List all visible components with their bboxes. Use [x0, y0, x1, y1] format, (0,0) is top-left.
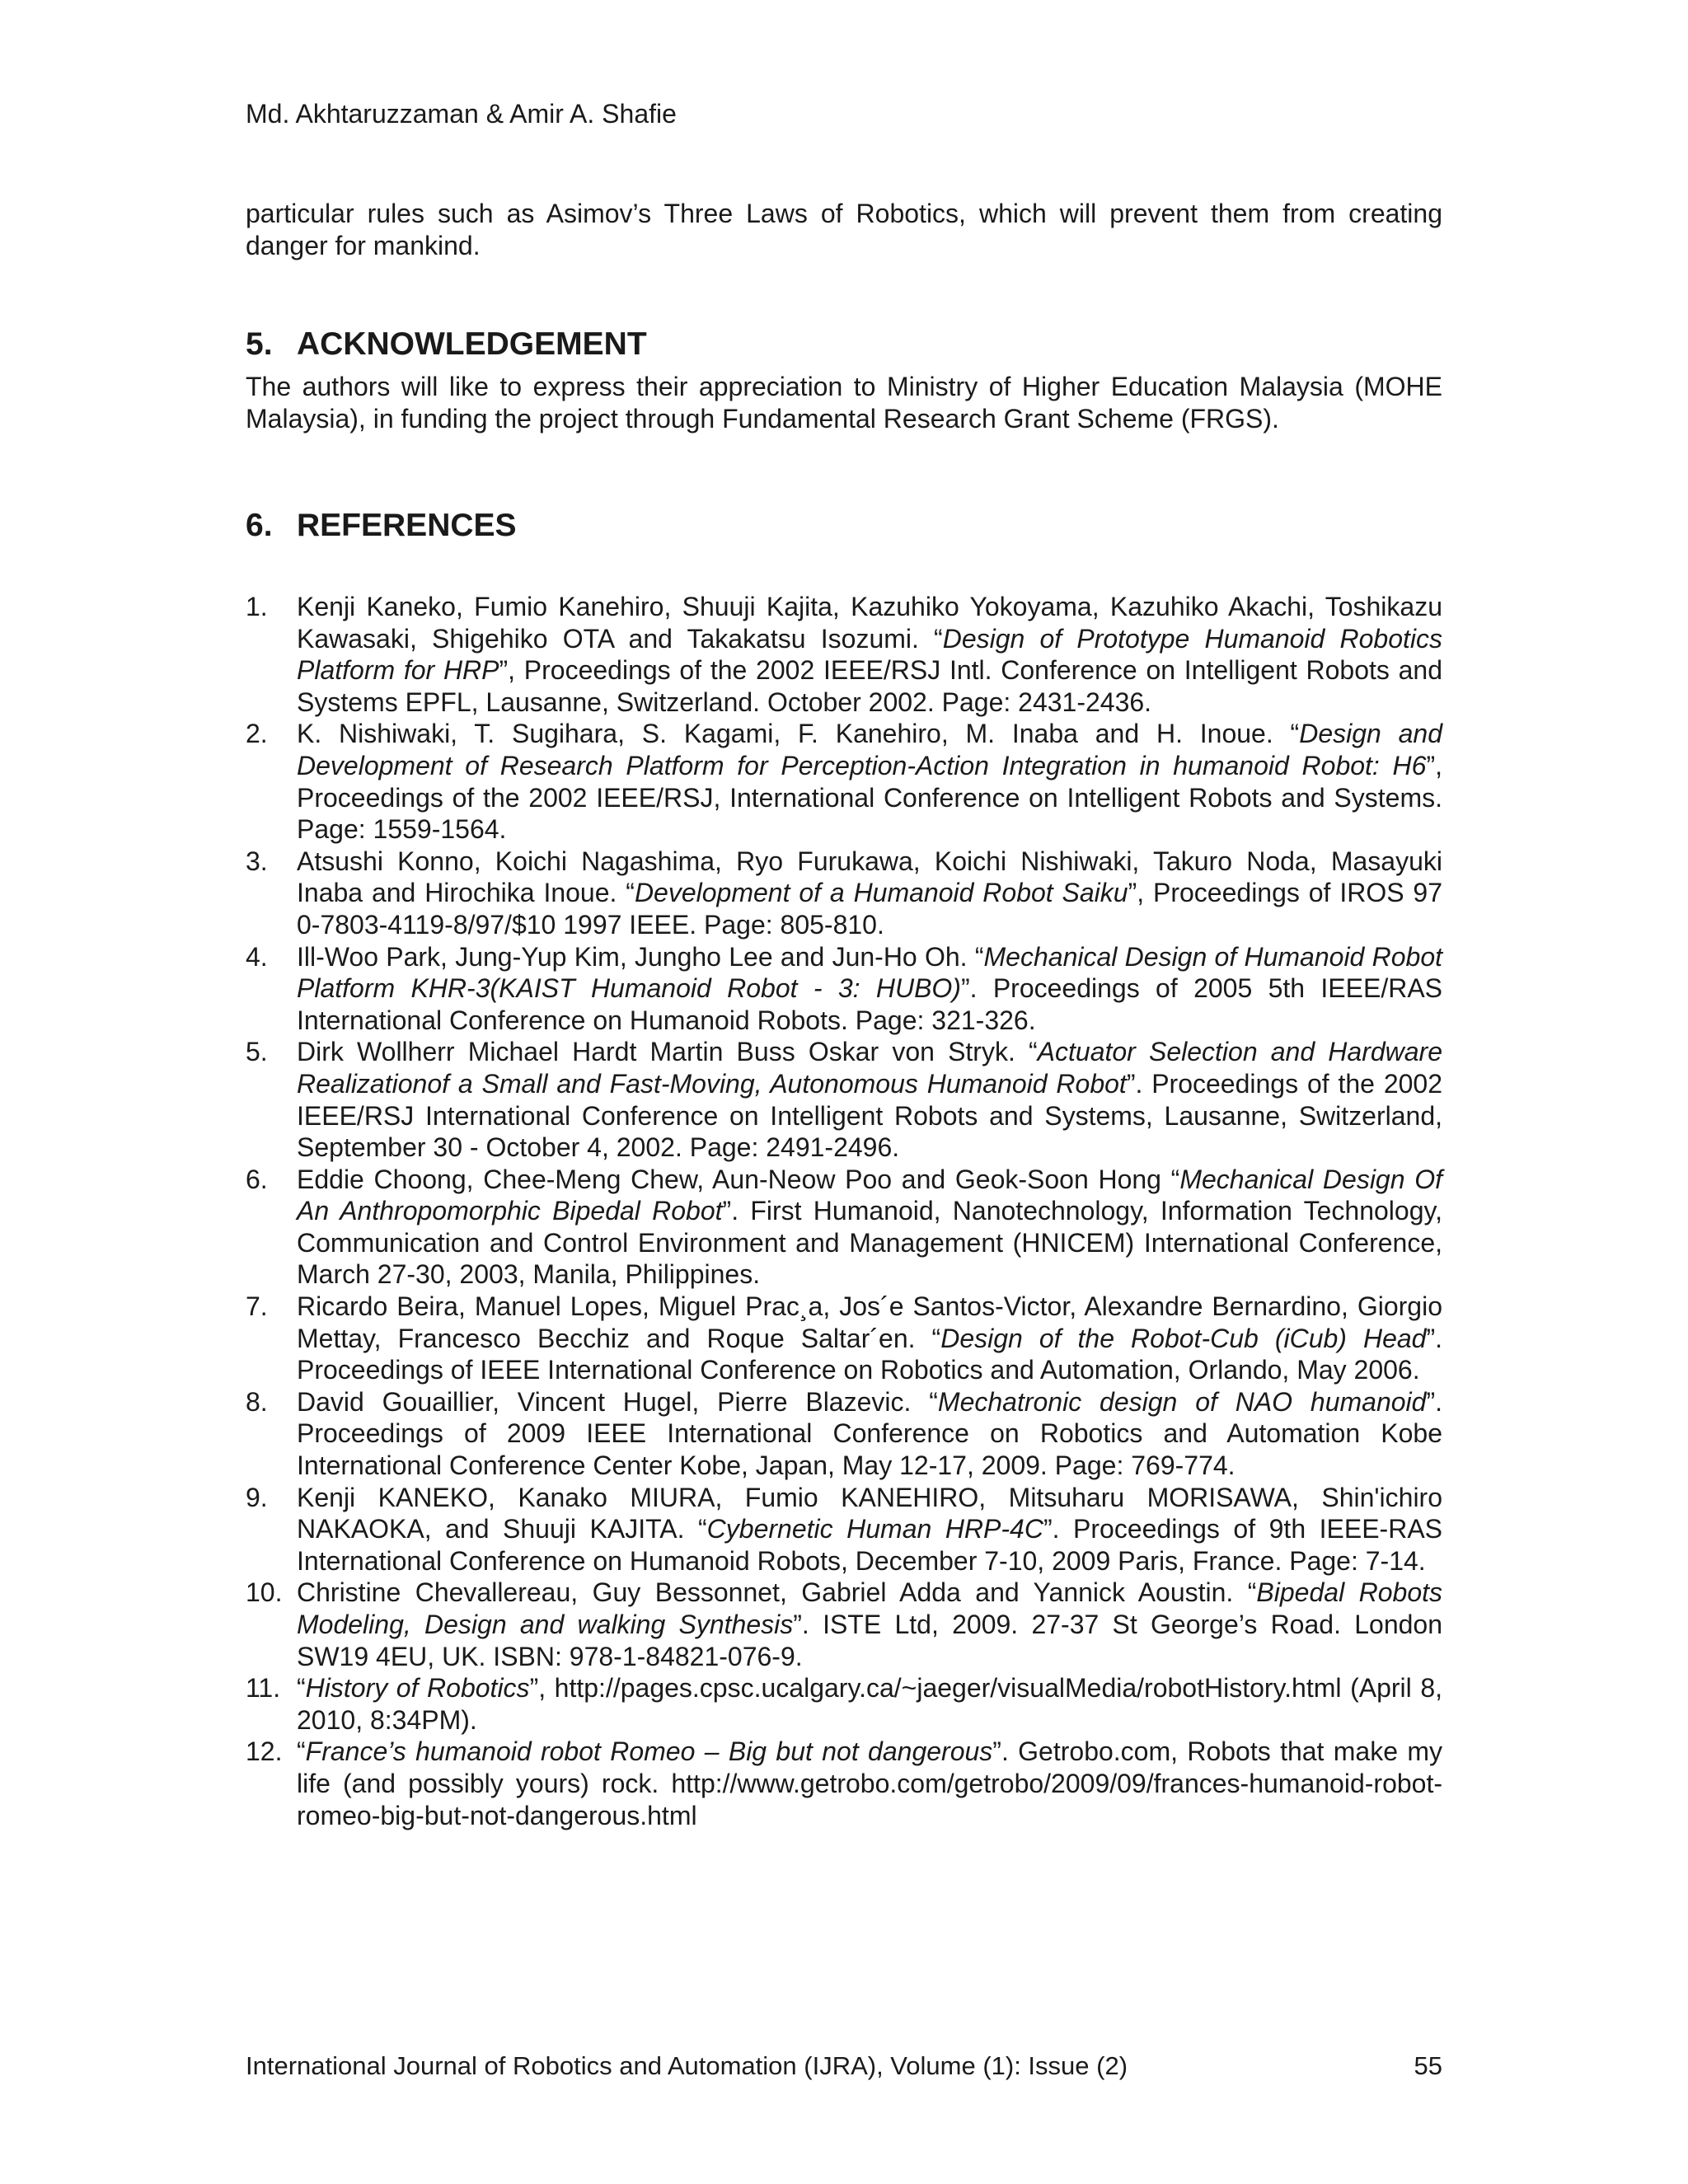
reference-authors: David Gouaillier, Vincent Hugel, Pierre Blazevic. “ [297, 1386, 938, 1417]
reference-title: Actuator Selection and Hardware Realizationof a Small and Fast-Moving, Autonomous Humanoid Robot [297, 1037, 1443, 1099]
reference-source: ”. Proceedings of 2009 IEEE International Conference on Robotics and Automation Kobe International Conference Center Kobe, Japan, May 12-17, 2009. Page: 769-774. [297, 1386, 1443, 1481]
reference-text [297, 1577, 1442, 1672]
reference-item [246, 1482, 1442, 1577]
reference-title: Mechanical Design of Humanoid Robot Platform KHR-3(KAIST Humanoid Robot - 3: HUBO) [297, 941, 1443, 1004]
references-heading-text: REFERENCES [297, 508, 517, 543]
reference-authors: Dirk Wollherr Michael Hardt Martin Buss Oskar von Stryk. “ [297, 1037, 1038, 1067]
reference-item [246, 1672, 1442, 1736]
reference-item [246, 1291, 1442, 1386]
reference-source: ”. ISTE Ltd, 2009. 27-37 St George’s Road. London SW19 4EU, UK. ISBN: 978-1-84821-076-9. [297, 1610, 1443, 1671]
references-section-number: 6. [246, 508, 273, 543]
running-head-authors: Md. Akhtaruzzaman & Amir A. Shafie [246, 99, 677, 129]
references-heading [246, 507, 517, 545]
reference-number: 7. [246, 1291, 268, 1322]
reference-item [246, 1164, 1442, 1291]
reference-authors: Kenji KANEKO, Kanako MIURA, Fumio KANEHIRO, Mitsuharu MORISAWA, Shin'ichiro NAKAOKA, and Shuuji KAJITA. “ [297, 1482, 1442, 1544]
reference-item [246, 941, 1442, 1037]
reference-title: Design of the Robot-Cub (iCub) Head [940, 1323, 1427, 1353]
footer-journal-name: International Journal of Robotics and Automation (IJRA), Volume (1): Issue (2) [246, 2051, 1128, 2080]
page-footer [246, 2050, 1442, 2083]
acknowledgement-section-number: 5. [246, 326, 273, 362]
reference-text [297, 1386, 1442, 1482]
reference-title: History of Robotics [305, 1673, 530, 1704]
reference-number: 1. [246, 592, 268, 621]
reference-item [246, 1577, 1442, 1672]
reference-authors: Ricardo Beira, Manuel Lopes, Miguel Prac¸a, Jos´e Santos-Victor, Alexandre Bernardino, Giorgio Mettay, Francesco Becchiz and Roque Saltar´en. “ [297, 1291, 1442, 1353]
reference-item [246, 1386, 1442, 1482]
reference-authors: Kenji Kaneko, Fumio Kanehiro, Shuuji Kajita, Kazuhiko Yokoyama, Kazuhiko Akachi, Toshikazu Kawasaki, Shigehiko OTA and Takakatsu Isozumi. “ [297, 592, 1442, 654]
reference-text [297, 1736, 1442, 1831]
reference-number: 10. [246, 1577, 283, 1608]
acknowledgement-heading [246, 326, 647, 363]
reference-authors: Eddie Choong, Chee-Meng Chew, Aun-Neow Poo and Geok-Soon Hong “ [297, 1164, 1180, 1194]
reference-text [297, 941, 1442, 1037]
reference-source: ”. Proceedings of 2005 5th IEEE/RAS International Conference on Humanoid Robots. Page: 321-326. [297, 973, 1442, 1035]
reference-authors: K. Nishiwaki, T. Sugihara, S. Kagami, F. Kanehiro, M. Inaba and H. Inoue. “ [297, 719, 1300, 749]
intro-paragraph: particular rules such as Asimov’s Three Laws of Robotics, which will prevent them from creating danger for mankind. [246, 199, 1442, 260]
reference-title: Cybernetic Human HRP-4C [706, 1514, 1043, 1544]
footer-page-number: 55 [1414, 2051, 1442, 2080]
reference-text [297, 846, 1442, 941]
reference-title: Mechatronic design of NAO humanoid [937, 1386, 1427, 1417]
reference-number: 12. [246, 1736, 283, 1767]
reference-item [246, 1736, 1442, 1831]
reference-source: ”, Proceedings of the 2002 IEEE/RSJ Intl. Conference on Intelligent Robots and Systems EPFL, Lausanne, Switzerland. October 2002. Page: 2431-2436. [297, 655, 1443, 717]
reference-number: 4. [246, 941, 268, 972]
reference-source: ”, Proceedings of the 2002 IEEE/RSJ, International Conference on Intelligent Robots and Systems. Page: 1559-1564. [297, 750, 1442, 845]
reference-number: 5. [246, 1037, 268, 1067]
reference-title: Development of a Humanoid Robot Saiku [634, 878, 1128, 908]
reference-open-quote: “ [297, 1736, 306, 1767]
reference-list [246, 591, 1442, 1831]
reference-authors: Atsushi Konno, Koichi Nagashima, Ryo Furukawa, Koichi Nishiwaki, Takuro Noda, Masayuki Inaba and Hirochika Inoue. “ [297, 846, 1442, 908]
reference-title: Bipedal Robots Modeling, Design and walking Synthesis [297, 1577, 1443, 1639]
reference-item [246, 591, 1442, 718]
reference-title: Mechanical Design Of An Anthropomorphic Bipedal Robot [297, 1164, 1443, 1226]
reference-title: France’s humanoid robot Romeo – Big but not dangerous [305, 1736, 993, 1767]
reference-authors: Ill-Woo Park, Jung-Yup Kim, Jungho Lee and Jun-Ho Oh. “ [297, 941, 984, 972]
reference-text [297, 1482, 1442, 1577]
reference-item [246, 718, 1442, 845]
reference-source: ”. Getrobo.com, Robots that make my life (and possibly yours) rock. http://www.getrobo.com/getrobo/2009/09/frances-humanoid-robot-romeo-big-but-not-dangerous.html [297, 1736, 1443, 1830]
reference-title: Design and Development of Research Platform for Perception-Action Integration in humanoid Robot: H6 [297, 719, 1443, 780]
reference-source: ”. First Humanoid, Nanotechnology, Information Technology, Communication and Control Environment and Management (HNICEM) International Conference, March 27-30, 2003, Manila, Philippines. [297, 1196, 1443, 1290]
reference-source: ”. Proceedings of 9th IEEE-RAS International Conference on Humanoid Robots, December 7-10, 2009 Paris, France. Page: 7-14. [297, 1514, 1443, 1576]
reference-number: 8. [246, 1386, 268, 1417]
reference-source: ”, Proceedings of IROS 97 0-7803-4119-8/97/$10 1997 IEEE. Page: 805-810. [297, 878, 1443, 940]
reference-authors: Christine Chevallereau, Guy Bessonnet, Gabriel Adda and Yannick Aoustin. “ [297, 1577, 1257, 1608]
reference-text [297, 1291, 1442, 1386]
reference-text [297, 1036, 1442, 1163]
acknowledgement-heading-text: ACKNOWLEDGEMENT [297, 326, 647, 362]
reference-item [246, 846, 1442, 941]
reference-source: ”. Proceedings of the 2002 IEEE/RSJ International Conference on Intelligent Robots and Systems, Lausanne, Switzerland, September 30 - October 4, 2002. Page: 2491-2496. [297, 1068, 1443, 1163]
reference-text [297, 718, 1442, 845]
reference-source: ”. Proceedings of IEEE International Conference on Robotics and Automation, Orlando, May 2006. [297, 1323, 1443, 1385]
reference-number: 6. [246, 1164, 268, 1194]
reference-number: 11. [246, 1673, 281, 1704]
reference-text [297, 591, 1442, 718]
reference-text [297, 1164, 1442, 1291]
reference-number: 2. [246, 719, 268, 749]
reference-number: 3. [246, 846, 268, 876]
reference-item [246, 1036, 1442, 1163]
reference-title: Design of Prototype Humanoid Robotics Platform for HRP [297, 623, 1443, 686]
reference-number: 9. [246, 1482, 268, 1512]
acknowledgement-paragraph: The authors will like to express their appreciation to Ministry of Higher Education Malaysia (MOHE Malaysia), in funding the project through Fundamental Research Grant Scheme (FRGS). [246, 372, 1442, 434]
reference-source: ”, http://pages.cpsc.ucalgary.ca/~jaeger/visualMedia/robotHistory.html (April 8, 2010, 8:34PM). [297, 1673, 1443, 1735]
reference-text [297, 1672, 1442, 1736]
reference-open-quote: “ [297, 1673, 306, 1704]
